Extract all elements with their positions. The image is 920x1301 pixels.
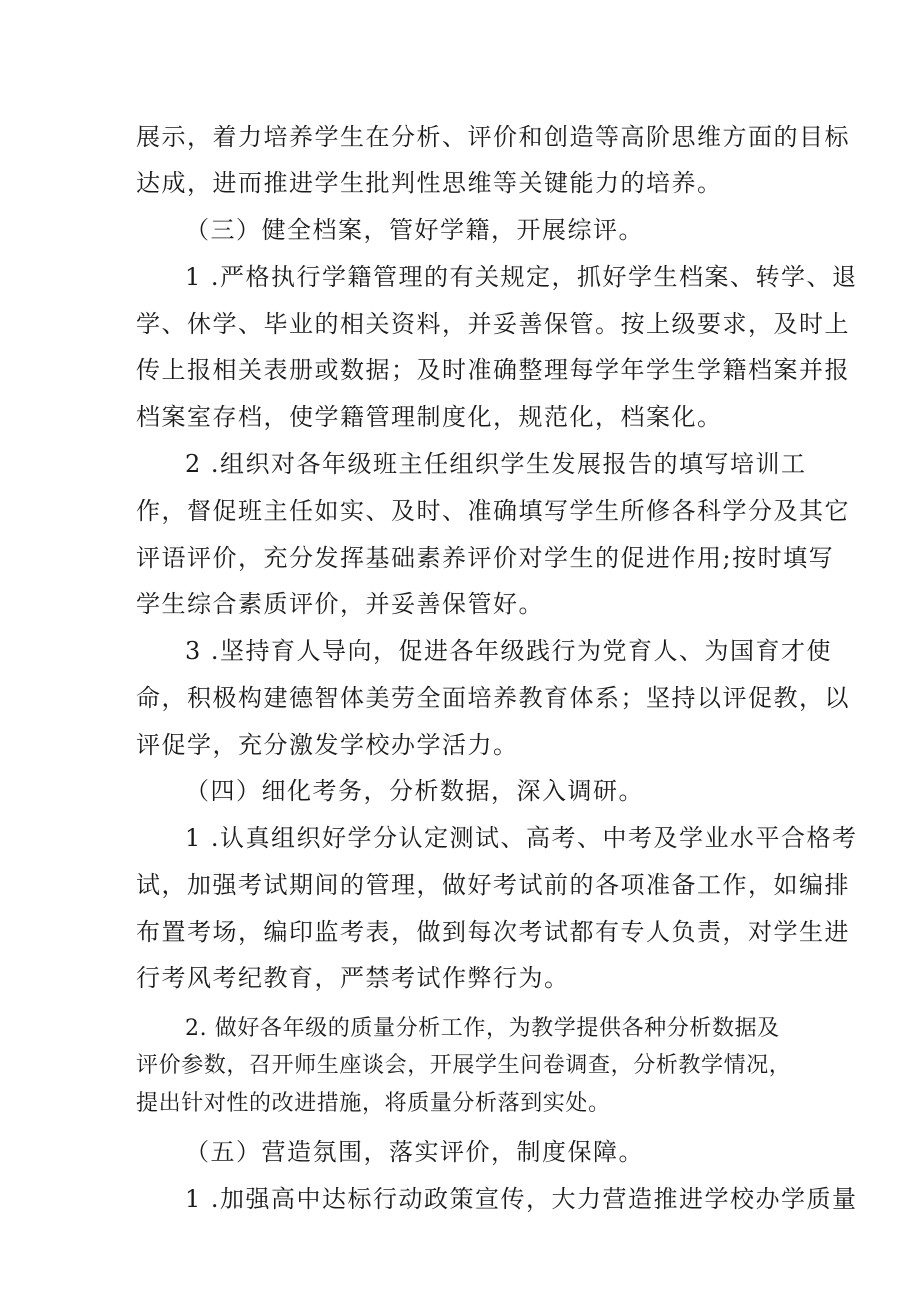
text-line-1: 展示，着力培养学生在分析、评价和创造等高阶思维方面的目标 <box>136 123 850 151</box>
text-line-2: 达成，进而推进学生批判性思维等关键能力的培养。 <box>136 169 723 197</box>
section-heading-3: （三）健全档案，管好学籍，开展综评。 <box>185 216 644 244</box>
text-line-24: 1 .加强高中达标行动政策宣传，大力营造推进学校办学质量 <box>185 1185 858 1213</box>
text-line-14: 评促学，充分激发学校办学活力。 <box>136 731 519 759</box>
text-line-7: 档案室存档，使学籍管理制度化，规范化，档案化。 <box>136 403 723 431</box>
text-line-9: 作，督促班主任如实、及时、准确填写学生所修各科学分及其它 <box>136 497 850 525</box>
text-line-22: 提出针对性的改进措施，将质量分析落到实处。 <box>136 1091 611 1116</box>
text-line-21: 评价参数，召开师生座谈会，开展学生问卷调查，分析教学情况， <box>136 1053 792 1078</box>
text-line-5: 学、休学、毕业的相关资料，并妥善保管。按上级要求，及时上 <box>136 310 850 338</box>
text-line-6: 传上报相关表册或数据；及时准确整理每学年学生学籍档案并报 <box>136 356 850 384</box>
section-heading-4: （四）细化考务，分析数据，深入调研。 <box>185 777 644 805</box>
text-line-19: 行考风考纪教育，严禁考试作弊行为。 <box>136 964 570 992</box>
text-line-17: 试，加强考试期间的管理，做好考试前的各项准备工作，如编排 <box>136 871 850 899</box>
text-line-10: 评语评价，充分发挥基础素养评价对学生的促进作用;按时填写 <box>136 544 835 572</box>
text-line-13: 命，积极构建德智体美劳全面培养教育体系；坚持以评促教，以 <box>136 684 850 712</box>
text-line-12: 3 .坚持育人导向，促进各年级践行为党育人、为国育才使 <box>185 637 833 665</box>
text-line-8: 2 .组织对各年级班主任组织学生发展报告的填写培训工 <box>185 450 807 478</box>
text-line-4: 1 .严格执行学籍管理的有关规定，抓好学生档案、转学、退 <box>185 263 858 291</box>
section-heading-5: （五）营造氛围，落实评价，制度保障。 <box>185 1138 644 1166</box>
text-line-11: 学生综合素质评价，并妥善保管好。 <box>136 590 544 618</box>
text-line-20: 2. 做好各年级的质量分析工作，为教学提供各种分析数据及 <box>185 1016 780 1041</box>
text-line-16: 1 .认真组织好学分认定测试、高考、中考及学业水平合格考 <box>185 824 858 852</box>
text-line-18: 布置考场，编印监考表，做到每次考试都有专人负责，对学生进 <box>136 918 850 946</box>
